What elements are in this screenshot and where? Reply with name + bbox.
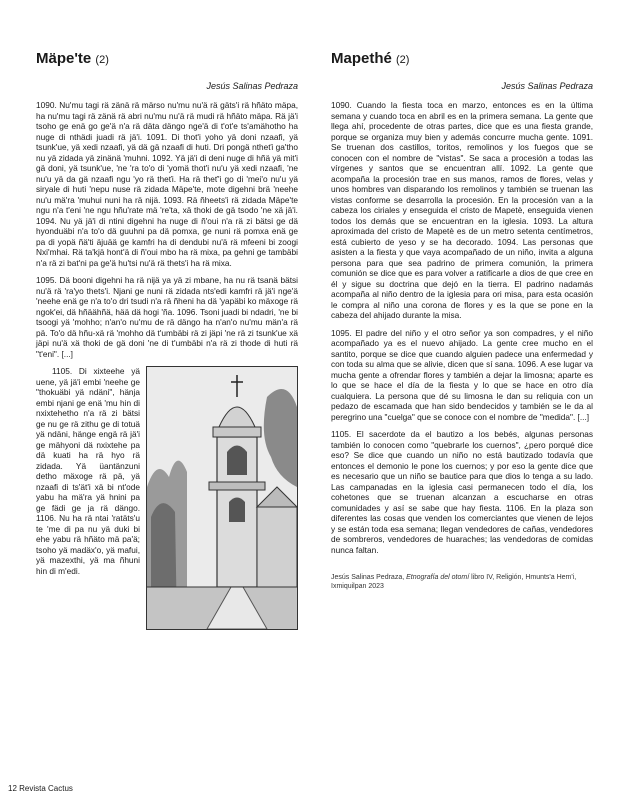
church-bell-tower-icon bbox=[147, 367, 297, 629]
spanish-column bbox=[331, 50, 593, 591]
title-number: (2) bbox=[95, 54, 109, 66]
article-title-spanish bbox=[331, 50, 593, 69]
author-spanish: Jesús Salinas Pedraza bbox=[501, 81, 593, 91]
church-illustration bbox=[146, 366, 298, 630]
title-text: Mäpe'te bbox=[36, 50, 92, 67]
author-otomi: Jesús Salinas Pedraza bbox=[206, 81, 298, 91]
title-text: Mapethé bbox=[331, 50, 392, 67]
source-citation: Jesús Salinas Pedraza, Etnografía del otomí libro IV, Religión, Hmunts'a Hem'i, Ixmiquilpan 2023 bbox=[331, 574, 577, 590]
title-number: (2) bbox=[396, 54, 410, 66]
paragraph-1095-otomi: 1095. Dä booni digehni ha rä nijä ya yä zi mbane, ha nu rä tsanä bätsi nu'ä rä 'ra'yo thets'i. Njani ge nuni rä zidada nts'edi kamfri rä jä'i nge'ä 'neehe enä ge n'a to'o dri tsudi n'a rä ñheni ha dä 'yapäbi ko mäxoge rä ngok'ei, dä hñäähñä, hää dä hogi 'ña. 1096. Tsoni juadi bi ndadri, 'ne bi tsoogi yä 'mohho; n'an'o nu'mu de rä dängo ha n'an'o nu'mu män'a rä pä. To'o dä hñu-xä rä 'mohho dä t'umbäbi rä zi jäpi 'ne rä zi tsunk'ue xä jäpi nu'ä xä thoki de gä doni 'ne di t'umbäbi n'a rä zi thode di huti rä "t'eni". [...] bbox=[36, 275, 298, 359]
page-footer: 12 Revista Cactus bbox=[8, 784, 73, 793]
paragraph-1105-otomi: 1105. Di xixteehe yä uene, yä jä'i embi 'neehe ge "thokuäbi yä ndäni", hänja embi njani ge enä 'mu hin di nxixtehetho n'a rä zi bätsi ge nu ge rä zithu ge di totuä yä ndäni, hänge engä rä jä'i ge mähyoni dä nxixtehe pa dä kuati ha rä hyo rä zidada. Yä üantänzuni detho mäxoge rä pä, yä nzaafi di ts'ät'i xä bi nt'ode yabu ha mä'ra yä hnini pa ge fädi ge ja rä dängo. 1106. Nu ha rä ntai 'ratäts'u te 'me di pa nu yä duki bi ehe yabu rä hñäto mä pa'ä; tsoho yä madäx'o, yä mafui, yä mazexthi, yä ma ñhuni hin di m'edi. bbox=[36, 366, 140, 576]
paragraph-1105-spanish: 1105. El sacerdote da el bautizo a los bebés, algunas personas también lo conocen como "quebrarle los cuernos", ¿pero porqué dice eso? Se dice que cuando un niño no está bautizado todavía que entonces el demonio le pone los cuernos; y por eso la gente dice que es necesario que un niño se bautice para que dios lo tenga a su lado. Las campanadas en la iglesia casi permanecen todo el día, los cohetones que se truenan alcanzan a escucharse en otras comunidades y así se sabe que hay fiesta. 1106. En la plaza son diferentes las cosas que venden los comerciantes que vienen de lejos y se están toda esa semana; llegan vendedores de cañas, vendedores de sombreros, vendedores de huaraches; las vendedoras de comidas nunca faltan. bbox=[331, 429, 593, 555]
article-title-otomi bbox=[36, 50, 298, 69]
paragraph-1090-otomi: 1090. Nu'mu tagi rä zänä rä märso nu'mu nu'ä rä gäts'i rä hñäto mäpa, ha nu'mu tagi rä zänä rä abri nu'mu nu'ä rä mudi rä hñäto mäpa. Rä jä'i tsoho ge enä go ge'ä n'a rä däta dängo nge'ä di t'ot'e ts'amähotho ha nuge di nthädi juadi rä jä'i. 1091. Di thot'i yoho yä doni nzaafi, yä tsunk'ue, yä xedi nzaafi, yä dä gä nzaafi di huti. Dri pongä ntheťi ga'tho nu yä zidada yä zinänä 'muhni. 1092. Yä jä'i di deni nuge di hñä yä mit'i gä doni, yä tsunk'ue, 'ne 'ra to'o di 'yomä thot'i nu'u yä xedi nzaafi, 'ne nu'u yä da gä nzaafi ngu 'yo rä theťi. Ha rä theť'i go di 'mei'o nu'u yä siryale di huti 'nepu nuse rä zidada Mäpe'te, mote digehni brä 'neehe nu'u mä'ra 'muhui nuni ha rä nijä. 1093. Rä ñheets'i rä zidada Mäpe'te ngu n'a t'eni 'ne ngu hñu'rate mä 're'ta, xä thoki de gä tsodo 'ne xä jä'i. 1094. Nu yä jä'i di ntini digehni ha nuge di ñ'oui n'a rä zi bätsi ge dä hyonduäbi n'a to'o dä guuhni pa dä pomxa, ge nuni rä pomxa enä ge pa di yopä ñä'ti äjuää ge kamfri ha di dendubi nu'ä rä mfeeni bi zoogi Nxi'mhai. Rä ta'kjä hont'ä di ñ'oui mbo ha rä mixa, pa gehni ge tambäbi n'a rä zi bat'ni pa ge'ä hu'tsi nu'ä rä thets'i ha rä mixa. bbox=[36, 100, 298, 268]
paragraph-1095-spanish: 1095. El padre del niño y el otro señor ya son compadres, y el niño acompañado ya es el nuevo ahijado. La gente cree mucho en el santito, porque se dice que cuando alguien padece una enfermedad y con toda su alma que se alivie, dicen que sí sana. 1096. A ese lugar va mucha gente a ofrendar flores y también a dejar la limosna; aparte es lo que se hace el día de la fiesta y lo que se hace en otro día cualquiera. La persona que dé su limosna le dan su reliquia con un pedazo de escamada que han sido bendecidos y también se le da al peregrino una "cuelga" que se conoce con el nombre de "medida". [...] bbox=[331, 327, 593, 422]
paragraph-1090-spanish: 1090. Cuando la fiesta toca en marzo, entonces es en la última semana y cuando toca en abril es en la primera semana. La gente que llega ahí, procedente de otras partes, dice que es una fiesta grande, porque se organiza muy bien y además concurre mucha gente. 1091. Se truenan dos castillos, toritos, remolinos y los fuegos que se conocen con el nombre de "vistas". Se saca a procesión a todas las vírgenes y santos que se encuentran allí. 1092. La gente que acompaña la procesión trae en sus manos, ramos de flores, velas y unos hombres van disparando los remolinos y también se truenan las vistas conforme se desarrolla la procesión. En la procesión van a la cabeza los ciriales y enseguida el cristo de Mapetè, enseguida vienen todos los demás que se encuentran en la iglesia. 1093. La altura aproximada del cristo de Mapetè es de un metro setenta centímetros, está cubierto de yeso y se ha decorado. 1094. Las personas que asisten a la fiesta y que vaya acompañado de un niño, invita a alguna persona para que sea padrino de primera comunión, la primera comunión se dice que es para volver a ratificarle a dios de que cree en él y sigue su doctrina que dejó en la tierra. El padrino nadamás acompaña al niño dentro de la iglesia para ori misa, para esta ocasión le compra al niño una corona de flores y es la que se pone en la cabeza del ahijado durante la misa. bbox=[331, 100, 593, 320]
otomi-column bbox=[36, 50, 298, 630]
